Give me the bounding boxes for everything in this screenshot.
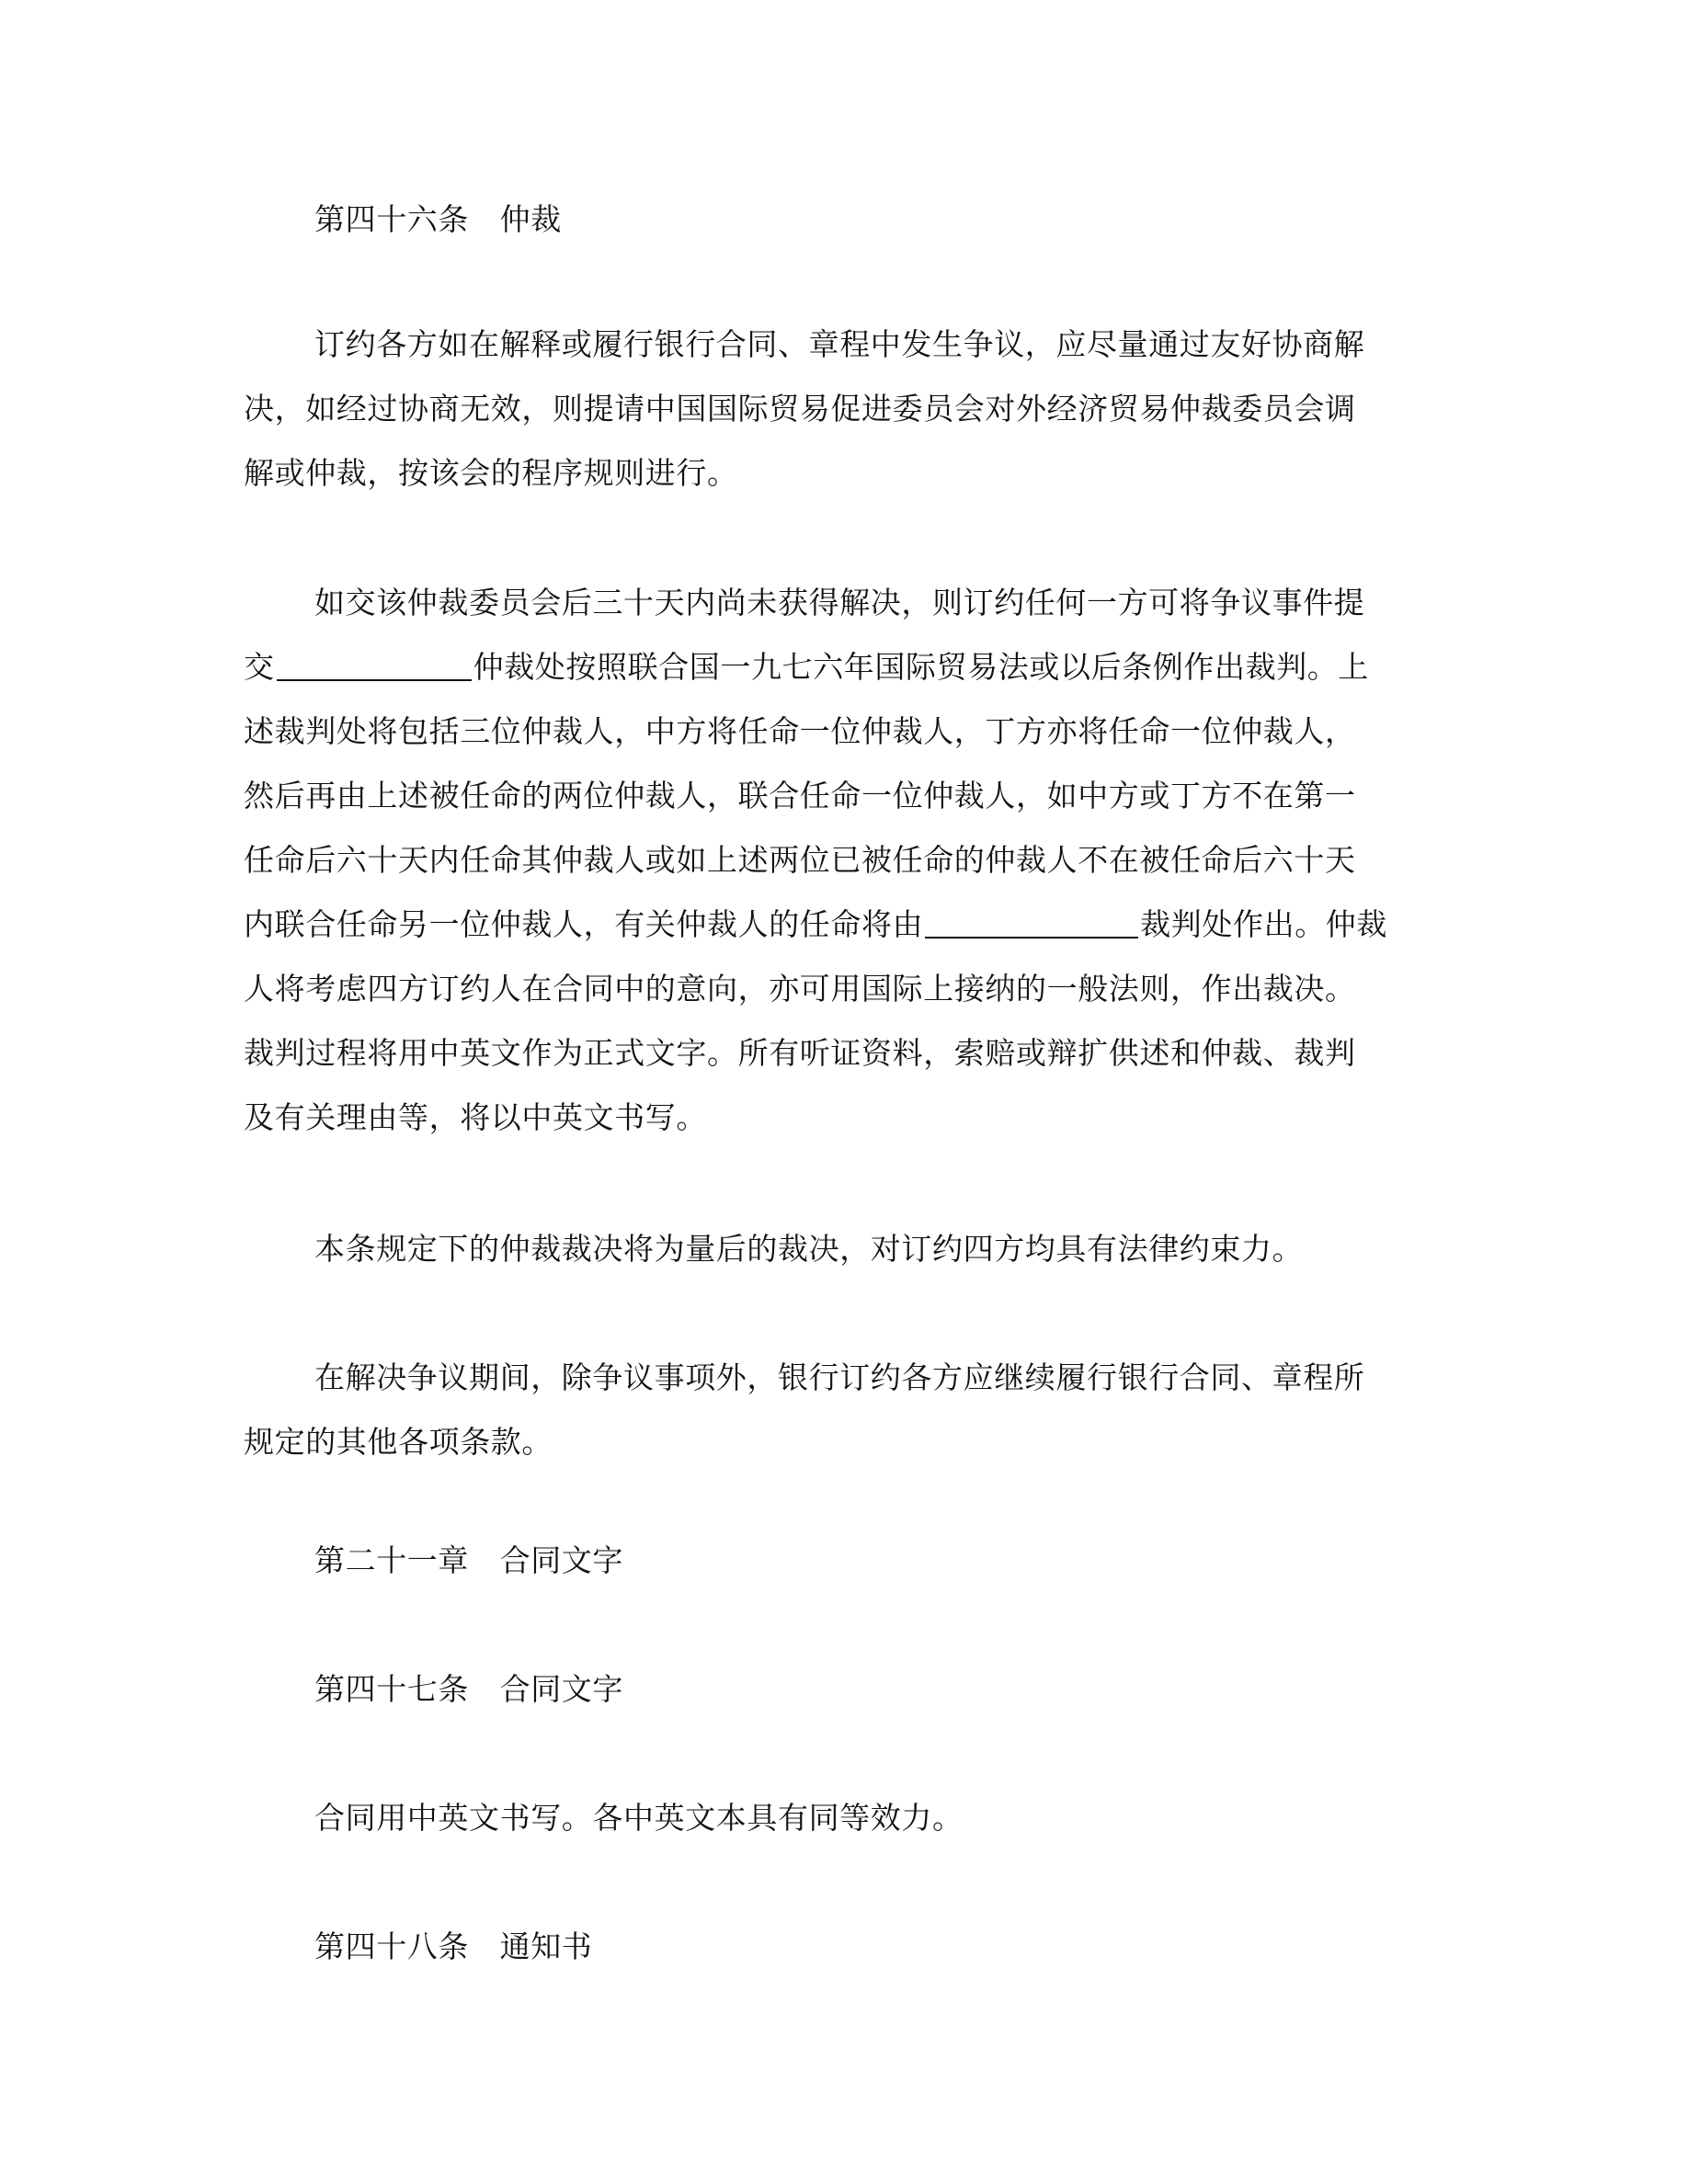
paragraph-line: 订约各方如在解释或履行银行合同、章程中发生争议，应尽量通过友好协商解 bbox=[314, 326, 1365, 362]
paragraph-line: 本条规定下的仲裁裁决将为量后的裁决，对订约四方均具有法律约束力。 bbox=[314, 1231, 1304, 1267]
paragraph-line: 合同用中英文书写。各中英文本具有同等效力。 bbox=[314, 1800, 964, 1836]
heading-text: 第四十七条 合同文字 bbox=[314, 1671, 623, 1707]
chapter-21-heading bbox=[314, 1529, 1510, 1593]
blank-underline bbox=[925, 906, 1138, 938]
paragraph-continued-performance bbox=[244, 1346, 1439, 1474]
paragraph-line: 裁判过程将用中英文作为正式文字。所有听证资料，索赔或辩扩供述和仲裁、裁判 bbox=[244, 1035, 1356, 1071]
paragraph-line: 述裁判处将包括三位仲裁人，中方将任命一位仲裁人，丁方亦将任命一位仲裁人， bbox=[244, 713, 1356, 749]
paragraph-binding-award bbox=[244, 1217, 1439, 1281]
paragraph-dispute-negotiation bbox=[244, 313, 1439, 506]
article-46-heading bbox=[314, 188, 1510, 252]
paragraph-line: 规定的其他各项条款。 bbox=[244, 1424, 553, 1460]
paragraph-arbitration-procedure bbox=[244, 571, 1439, 1150]
paragraph-line: 人将考虑四方订约人在合同中的意向，亦可用国际上接纳的一般法则，作出裁决。 bbox=[244, 971, 1356, 1007]
paragraph-line: 任命后六十天内任命其仲裁人或如上述两位已被任命的仲裁人不在被任命后六十天 bbox=[244, 842, 1356, 878]
article-47-heading bbox=[314, 1657, 1510, 1722]
text-before-blank: 交 bbox=[244, 649, 275, 685]
heading-text: 第二十一章 合同文字 bbox=[314, 1542, 623, 1578]
blank-underline bbox=[277, 649, 472, 681]
paragraph-line: 决，如经过协商无效，则提请中国国际贸易促进委员会对外经济贸易仲裁委员会调 bbox=[244, 391, 1356, 427]
text-after-blank: 仲裁处按照联合国一九七六年国际贸易法或以后条例作出裁判。上 bbox=[473, 649, 1370, 685]
heading-text: 第四十六条 仲裁 bbox=[314, 201, 562, 237]
article-48-heading bbox=[314, 1915, 1510, 1979]
paragraph-line-with-blank bbox=[244, 635, 1439, 700]
text-after-blank: 裁判处作出。仲裁 bbox=[1140, 906, 1388, 942]
text-before-blank: 内联合任命另一位仲裁人，有关仲裁人的任命将由 bbox=[244, 906, 924, 942]
paragraph-line: 然后再由上述被任命的两位仲裁人，联合任命一位仲裁人，如中方或丁方不在第一 bbox=[244, 778, 1356, 813]
paragraph-line: 在解决争议期间，除争议事项外，银行订约各方应继续履行银行合同、章程所 bbox=[314, 1359, 1365, 1395]
paragraph-line-with-blank bbox=[244, 893, 1439, 957]
paragraph-line: 如交该仲裁委员会后三十天内尚未获得解决，则订约任何一方可将争议事件提 bbox=[314, 585, 1365, 620]
paragraph-line: 解或仲裁，按该会的程序规则进行。 bbox=[244, 455, 738, 491]
heading-text: 第四十八条 通知书 bbox=[314, 1928, 593, 1964]
paragraph-line: 及有关理由等，将以中英文书写。 bbox=[244, 1099, 707, 1135]
paragraph-language-validity bbox=[314, 1786, 1510, 1850]
